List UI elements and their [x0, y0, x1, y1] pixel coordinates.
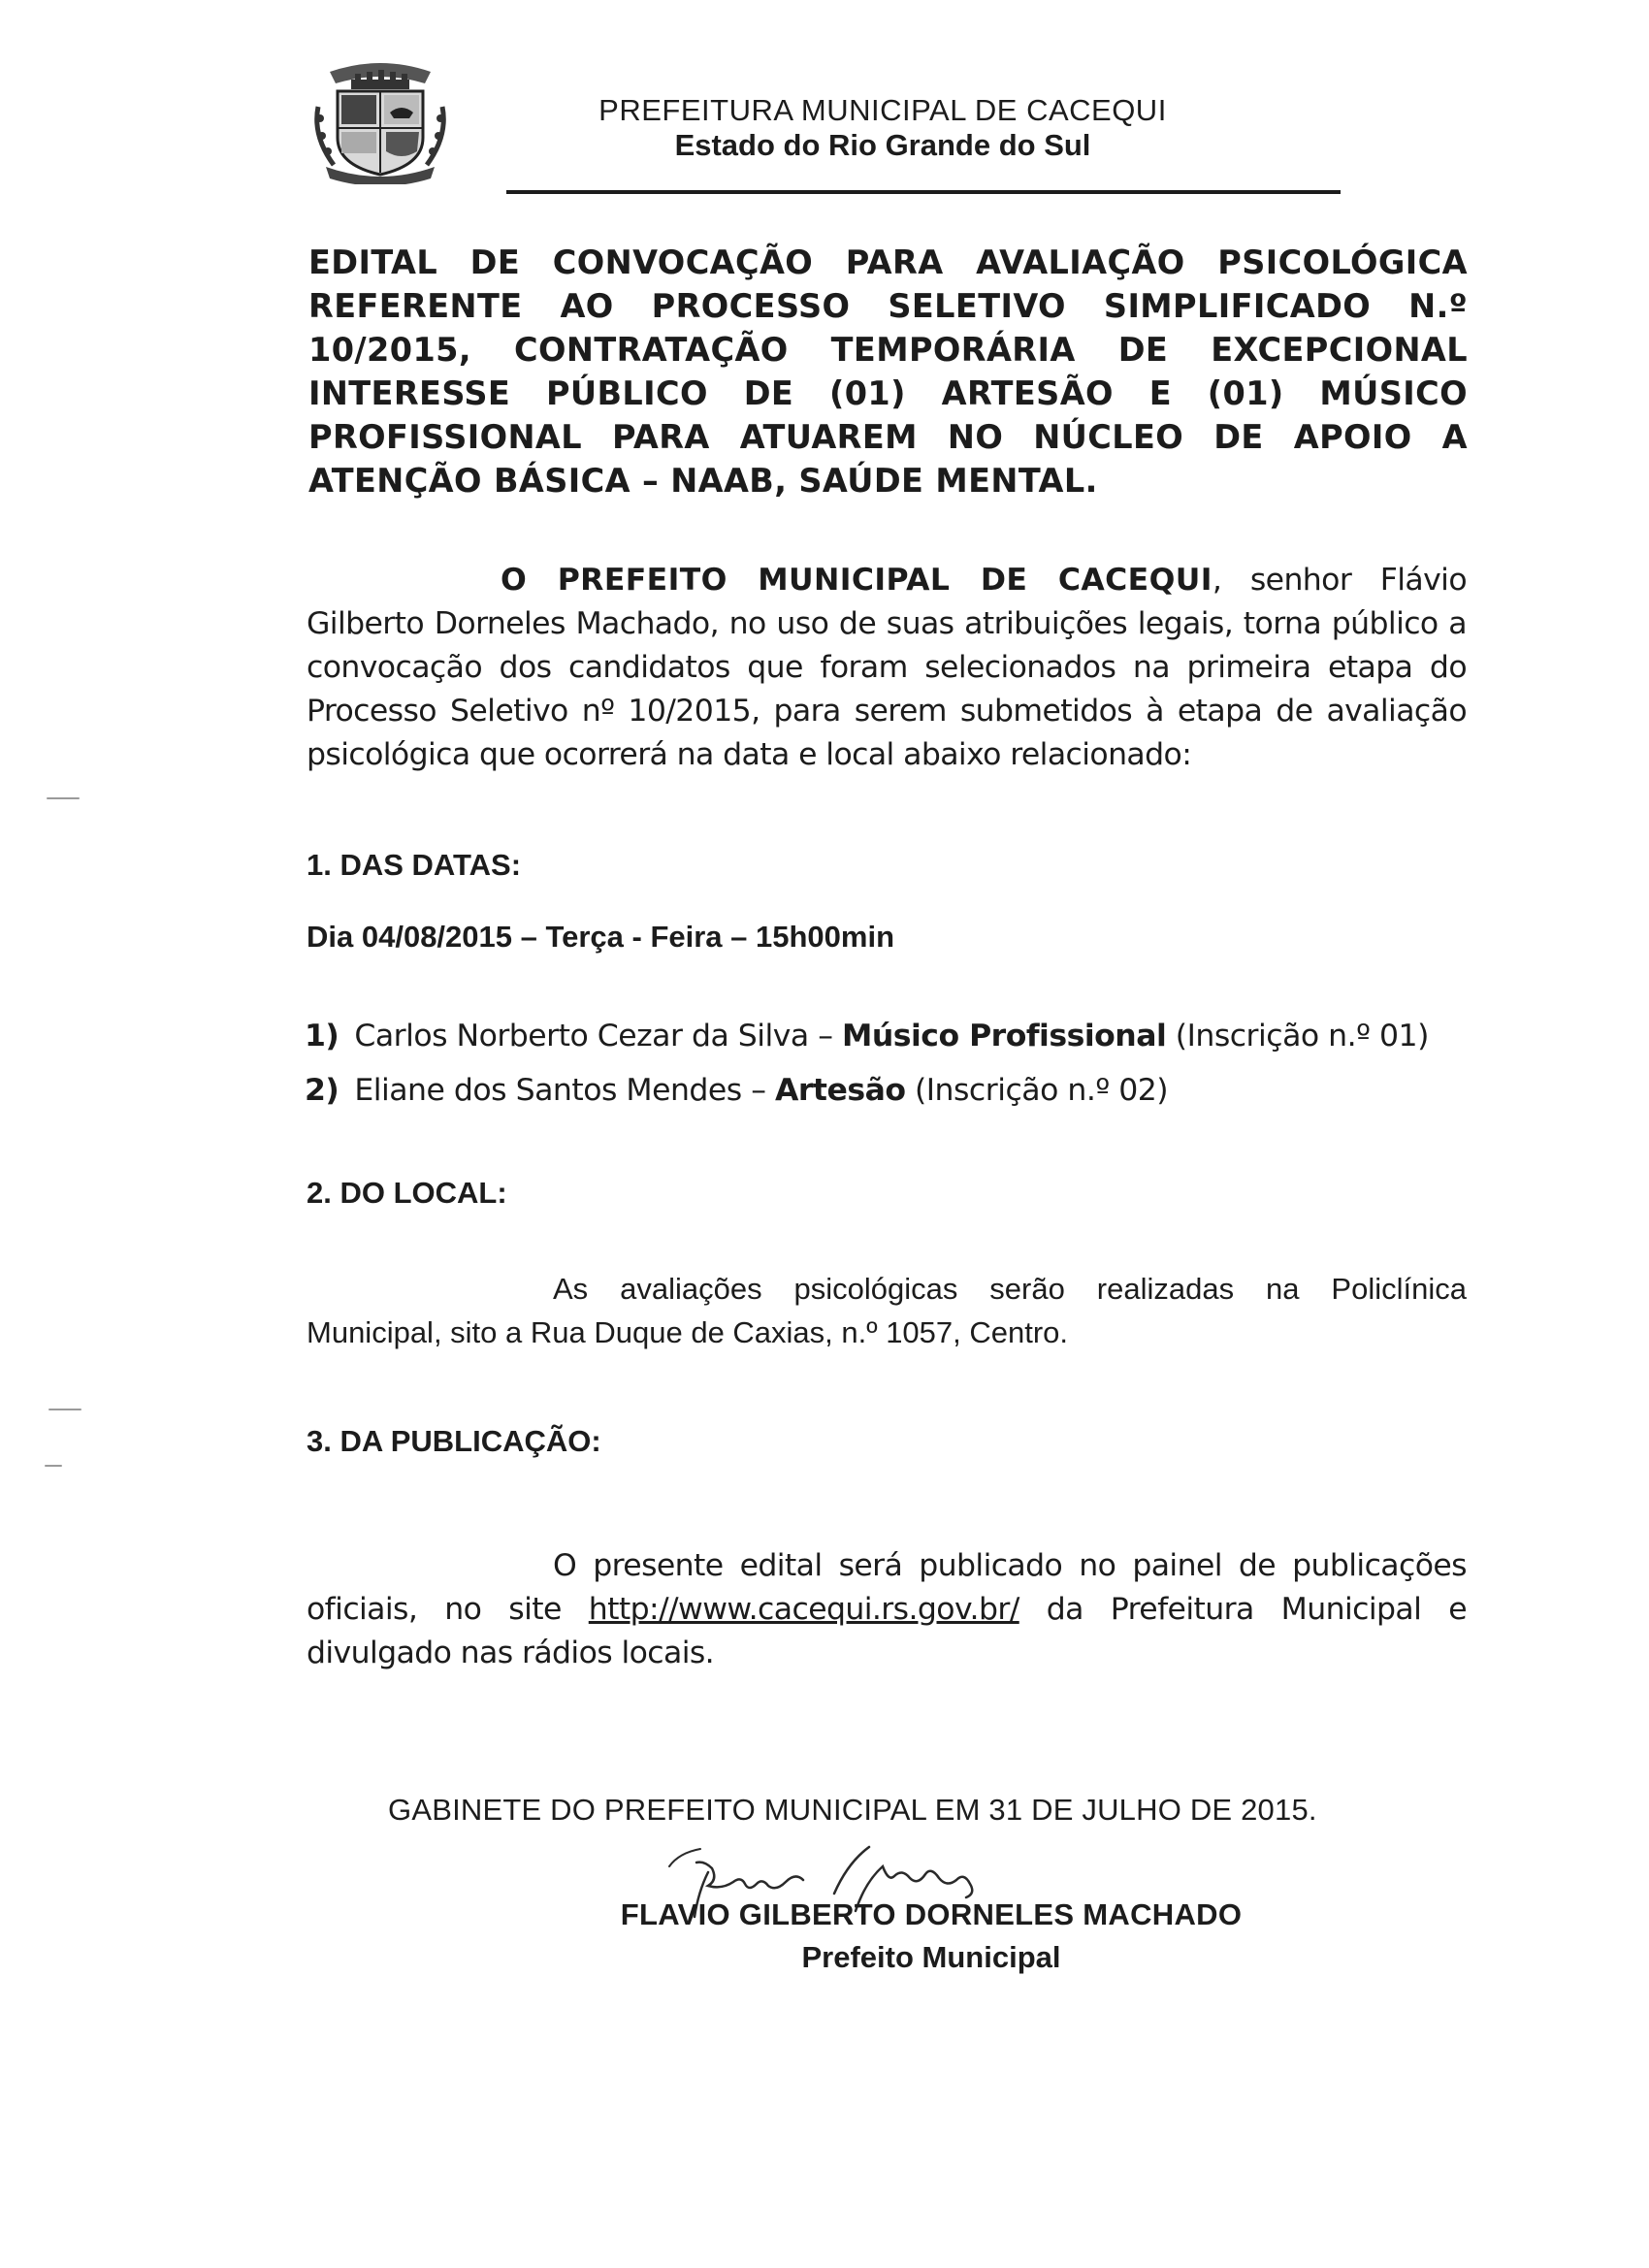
- signer-role: Prefeito Municipal: [801, 1940, 1061, 1974]
- scan-mark: [48, 1409, 81, 1410]
- state-subtitle: Estado do Rio Grande do Sul: [674, 128, 1091, 162]
- publicacao-paragraph: [307, 1544, 1467, 1675]
- intro-text: , senhor Flávio Gilberto Dorneles Machado, no uso de suas atribuições legais, torna público a convocação dos candidatos que foram selecionados na primeira etapa do Processo Seletivo nº 10/2015, para serem submetidos à etapa de avaliação psicológica que ocorrerá na data e local abaixo relacionado:: [307, 563, 1467, 772]
- gabinete-date-line: GABINETE DO PREFEITO MUNICIPAL EM 31 DE JULHO DE 2015.: [388, 1793, 1317, 1827]
- candidate-item: [305, 1073, 1168, 1108]
- candidate-number: 1): [305, 1019, 340, 1053]
- section-publicacao-heading: 3. DA PUBLICAÇÃO:: [307, 1424, 601, 1458]
- candidate-number: 2): [305, 1073, 340, 1108]
- header-divider: [506, 190, 1341, 194]
- section-datas-heading: 1. DAS DATAS:: [307, 848, 522, 882]
- publicacao-text-after: da Prefeitura Municipal e divulgado nas rádios locais.: [307, 1592, 1467, 1670]
- letterhead: [543, 93, 1222, 163]
- candidate-role: Músico Profissional: [841, 1019, 1167, 1053]
- candidate-inscricao: (Inscrição n.º 02): [905, 1073, 1169, 1108]
- website-link[interactable]: http://www.cacequi.rs.gov.br/: [588, 1592, 1019, 1627]
- signer-name: FLAVIO GILBERTO DORNELES MACHADO: [620, 1897, 1243, 1931]
- evaluation-date: Dia 04/08/2015 – Terça - Feira – 15h00min: [307, 920, 895, 954]
- candidate-role: Artesão: [774, 1073, 906, 1108]
- intro-lead: O PREFEITO MUNICIPAL DE CACEQUI: [501, 563, 1212, 598]
- coat-of-arms-icon: [308, 58, 452, 184]
- scan-mark: [45, 1465, 62, 1467]
- local-paragraph: As avaliações psicológicas serão realizadas na Policlínica Municipal, sito a Rua Duque de Caxias, n.º 1057, Centro.: [307, 1272, 1467, 1349]
- scan-mark: [47, 797, 80, 799]
- intro-paragraph: [307, 559, 1467, 777]
- edital-title: EDITAL DE CONVOCAÇÃO PARA AVALIAÇÃO PSICOLÓGICA REFERENTE AO PROCESSO SELETIVO SIMPLIFICADO N.º 10/2015, CONTRATAÇÃO TEMPORÁRIA DE EXCEPCIONAL INTERESSE PÚBLICO DE (01) ARTESÃO E (01) MÚSICO PROFISSIONAL PARA ATUAREM NO NÚCLEO DE APOIO A ATENÇÃO BÁSICA – NAAB, SAÚDE MENTAL.: [308, 243, 1468, 500]
- municipality-title: PREFEITURA MUNICIPAL DE CACEQUI: [598, 93, 1167, 127]
- section-local-heading: 2. DO LOCAL:: [307, 1176, 507, 1210]
- candidate-name: Eliane dos Santos Mendes –: [354, 1073, 775, 1108]
- publicacao-text-before: O presente edital será publicado no painel de publicações oficiais, no site: [307, 1548, 1467, 1627]
- candidate-inscricao: (Inscrição n.º 01): [1166, 1019, 1429, 1053]
- candidate-item: [305, 1019, 1429, 1053]
- candidate-name: Carlos Norberto Cezar da Silva –: [354, 1019, 842, 1053]
